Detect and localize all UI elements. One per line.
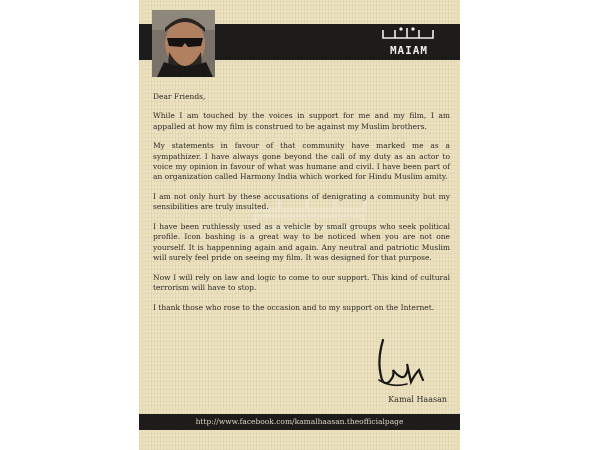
paragraph-2: My statements in favour of that community have marked me as a sympathizer. I have always gone beyond the call of my duty as an actor to voice my opinion in favour of what was humane and civil. I have been part of an organization called Harmony India which worked for Hindu Muslim amity. xyxy=(153,141,450,182)
handwritten-signature xyxy=(371,336,431,396)
greeting: Dear Friends, xyxy=(153,92,206,101)
paragraph-6: I thank those who rose to the occasion and to my support on the Internet. xyxy=(153,302,435,312)
signature-name: Kamal Haasan xyxy=(388,395,447,404)
paragraph-4: I have been ruthlessly used as a vehicle by small groups who seek political profile. Icon bashing is a great way to be noticed when you are not one yourself. It is happenning again and again. Any neutral and patriotic Muslim will surely feel pride on seeing my film. It was designed for that purpose. xyxy=(153,222,450,263)
maiam-logo xyxy=(379,26,439,58)
author-photo xyxy=(152,10,215,77)
footer-bar xyxy=(139,414,460,430)
paragraph-5: Now I will rely on law and logic to come to our support. This kind of cultural terrorism will have to stop. xyxy=(153,272,450,293)
paragraph-1: While I am touched by the voices in support for me and my film, I am appalled at how my film is construed to be against my Muslim brothers. xyxy=(153,111,450,131)
letter-page xyxy=(139,0,460,450)
logo-text: MAIAM xyxy=(389,44,429,57)
paragraph-3: I am not only hurt by these accusations of denigrating a community but my sensibilities are truly insulted. xyxy=(153,192,450,212)
facebook-url-link[interactable]: http://www.facebook.com/kamalhaasan.theofficialpage xyxy=(195,417,404,426)
letter-body xyxy=(153,92,450,323)
